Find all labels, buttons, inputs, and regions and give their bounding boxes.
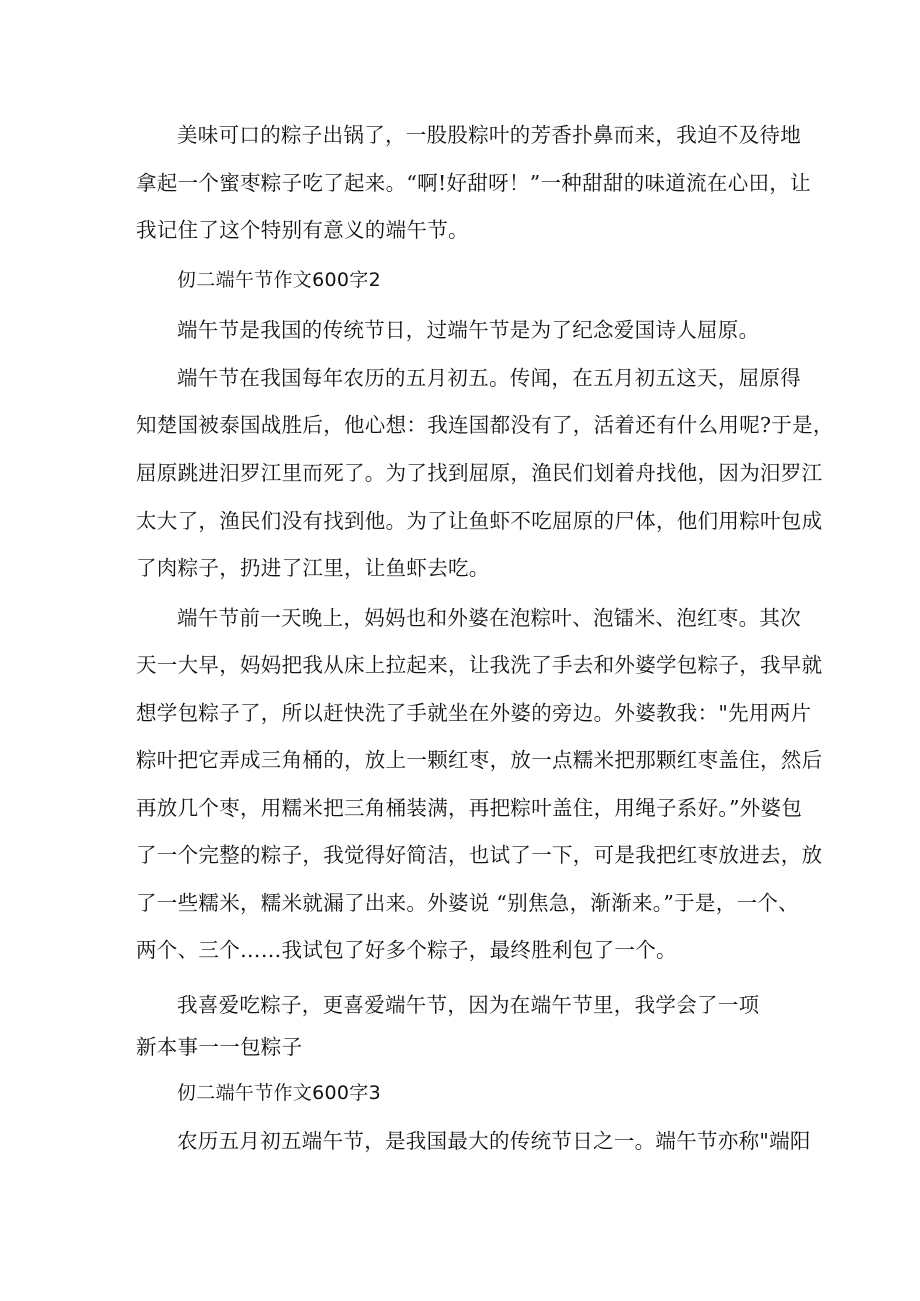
text-line: 天一大早，妈妈把我从床上拉起来，让我洗了手去和外婆学包粽子，我早就	[136, 653, 823, 677]
section-heading: 仞二端午节作文600字2	[177, 269, 381, 291]
text-line: 再放几个枣，用糯米把三角桶装满，再把粽叶盖住，用绳子系好。”外婆包	[136, 796, 803, 820]
text-line: 了一些糯米，糯米就漏了出来。外婆说 “别焦急，渐渐来。”于是，一个、	[136, 891, 799, 915]
text-line: 了一个完整的粽子，我觉得好简洁，也试了一下，可是我把红枣放进去，放	[136, 843, 823, 867]
text-line: 我记住了这个特别有意义的端午节。	[136, 218, 469, 242]
text-line: 端午节前一天晚上，妈妈也和外婆在泡粽叶、泡镭米、泡红枣。其次	[177, 606, 801, 630]
text-line: 太大了，渔民们没有找到他。为了让鱼虾不吃屈原的尸体，他们用粽叶包成	[136, 509, 823, 533]
text-line: 我喜爱吃粽子，更喜爱端午节，因为在端午节里，我学会了一项	[177, 993, 760, 1017]
text-line: 美味可口的粽子出锅了，一股股粽叶的芳香扑鼻而来，我迫不及待地	[177, 123, 801, 147]
text-line: 了肉粽子，扔进了江里，让鱼虾去吃。	[136, 556, 490, 580]
text-line: 拿起一个蜜枣粽子吃了起来。“啊!好甜呀！”一种甜甜的味道流在心田，让	[136, 171, 811, 195]
text-line: 农历五月初五端午节，是我国最大的传统节日之一。端午节亦称"端阳	[177, 1129, 811, 1153]
text-line: 知楚国被泰国战胜后，他心想：我连国都没有了，活着还有什么用呢?于是，	[136, 413, 834, 437]
text-line: 屈原跳进汨罗江里而死了。为了找到屈原，渔民们划着舟找他，因为汨罗江	[136, 461, 823, 485]
text-line: 想学包粽子了，所以赶快洗了手就坐在外婆的旁边。外婆教我："先用两片	[136, 701, 812, 725]
text-line: 新本事一一包粽子	[136, 1035, 303, 1059]
text-line: 端午节是我国的传统节日，过端午节是为了纪念爱国诗人屈原。	[177, 318, 760, 342]
section-heading: 仞二端午节作文600字3	[177, 1082, 381, 1104]
text-line: 端午节在我国每年农历的五月初五。传闻，在五月初五这天，屈原得	[177, 366, 801, 390]
text-line: 粽叶把它弄成三角桶的，放上一颗红枣，放一点糯米把那颗红枣盖住，然后	[136, 748, 823, 772]
text-line: 两个、三个……我试包了好多个粽子，最终胜利包了一个。	[136, 938, 677, 962]
